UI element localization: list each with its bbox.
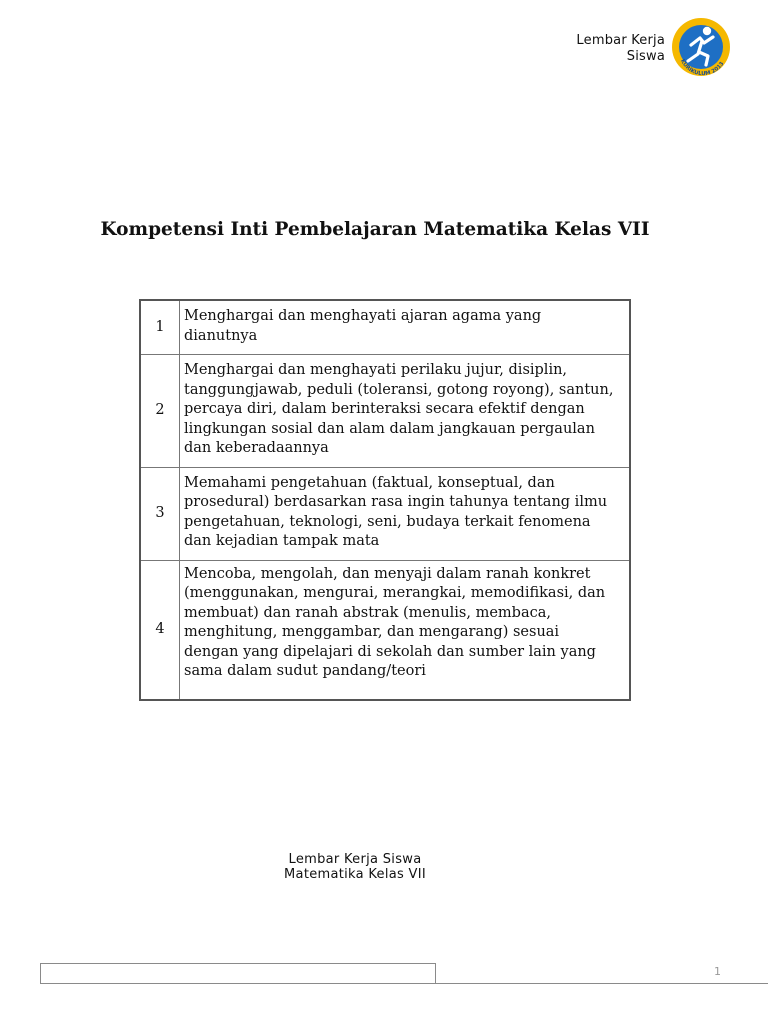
description-line: percaya diri, dalam berinteraksi secara efektif dengan [184,401,585,417]
page-number: 1 [714,965,721,978]
description-line: membuat) dan ranah abstrak (menulis, membaca, [184,604,551,621]
header-line-1: Lembar Kerja [576,33,665,48]
description-line: dan keberadaannya [184,440,329,456]
description-line: (menggunakan, mengurai, merangkai, memodifikasi, dan [184,585,606,601]
row-number: 4 [140,560,180,700]
description-line: dan kejadian tampak mata [184,533,380,549]
description-line: lingkungan sosial dan alam dalam jangkauan pergaulan [184,420,595,437]
description-line: tanggungjawab, peduli (toleransi, gotong royong), santun, [184,381,614,398]
page-title: Kompetensi Inti Pembelajaran Matematika Kelas VII [100,219,650,240]
footer-label [240,852,470,882]
header-label [576,33,665,65]
logo-caption: KURIKULUM 2013 [678,58,726,78]
description-line: menghitung, menggambar, dan mengarang) sesuai [184,624,560,640]
description-line: Memahami pengetahuan (faktual, konseptual, dan [184,474,555,491]
table-row [140,560,630,700]
row-number: 2 [140,355,180,468]
description-line: Mencoba, mengolah, dan menyaji dalam ranah konkret [184,565,591,582]
table-row [140,355,630,468]
kompetensi-table [139,299,631,701]
row-number: 1 [140,300,180,355]
table-row [140,300,630,355]
description-line: Menghargai dan menghayati ajaran agama yang [184,308,542,324]
description-line: Menghargai dan menghayati perilaku jujur, disiplin, [184,362,568,378]
description-line: pengetahuan, teknologi, seni, budaya terkait fenomena [184,513,591,530]
row-description [180,300,631,355]
kurikulum-2013-logo [671,16,731,78]
footer-line-2: Matematika Kelas VII [284,867,426,882]
row-description [180,355,631,468]
description-line: dengan yang dipelajari di sekolah dan sumber lain yang [184,643,596,660]
row-description [180,467,631,560]
footer-tab-border [40,963,436,984]
footer-divider [40,983,768,984]
footer-line-1: Lembar Kerja Siswa [288,852,422,867]
description-line: prosedural) berdasarkan rasa ingin tahunya tentang ilmu [184,494,608,510]
row-number: 3 [140,467,180,560]
row-description [180,560,631,700]
description-line: dianutnya [184,327,258,344]
table-row [140,467,630,560]
header-line-2: Siswa [626,49,665,64]
description-line: sama dalam sudut pandang/teori [184,663,426,679]
